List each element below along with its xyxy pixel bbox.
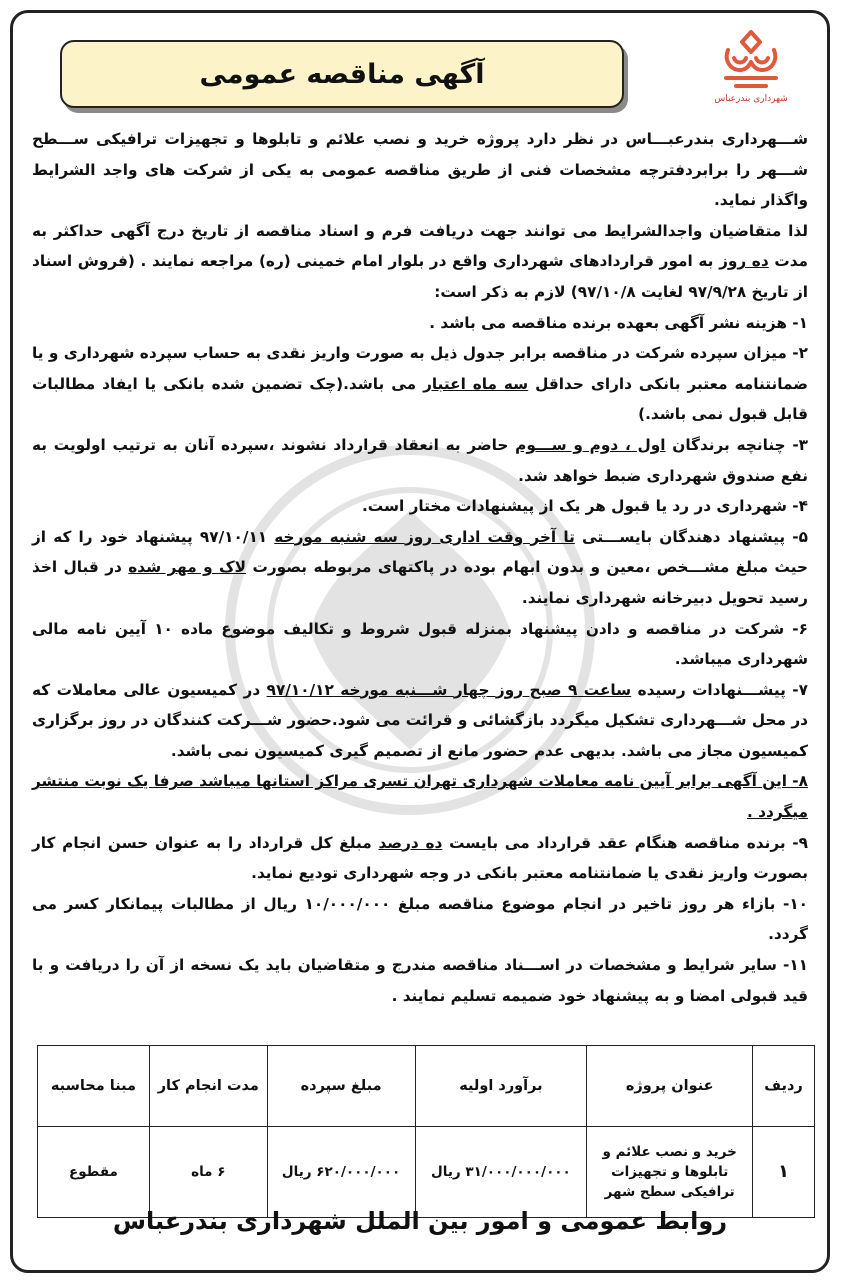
cell-deposit-amount: ۶۲۰/۰۰۰/۰۰۰ ریال [267, 1127, 415, 1218]
item-7-part-b: در کمیسیون عالی معاملات که در محل شـــهرداری تشکیل میگردد بازگشائی و قرائت می شود.حضور شـــرکت کنندگان در روز برگزاری کمیسیون مجاز می باشد. بدیهی عدم حضور مانع از تصمیم گیری کمیسیون نمی باشد. [32, 680, 808, 760]
header-duration: مدت انجام کار [149, 1046, 267, 1127]
item-9 [32, 828, 808, 889]
item-2-part-a: ۲- میزان سپرده شرکت در مناقصه برابر جدول ذیل به صورت واریز نقدی به حساب سپرده شهرداری و یا ضمانتنامه معتبر بانکی دارای حداقل [32, 344, 808, 393]
cell-duration: ۶ ماه [149, 1127, 267, 1218]
item-9-part-a: ۹- برنده مناقصه هنگام عقد قرارداد می بایست [442, 833, 809, 852]
item-7 [32, 675, 808, 767]
item-2-underlined: سه ماه اعتبار [423, 374, 529, 393]
item-5-underlined-1: تا آخر وقت اداری روز سه شنبه مورخه [274, 527, 575, 546]
item-5-part-a: ۵- پیشنهاد دهندگان بایســـتی [574, 527, 808, 546]
table-row [38, 1127, 815, 1218]
item-5-part-b: ۹۷/۱۰/۱۱ پیشنهاد خود را که از حیث مبلغ مشـــخص ،معین و بدون ابهام بوده در پاکتهای مربوطه بصورت [32, 527, 808, 577]
intro-p2-part-a: لذا متقاضیان واجدالشرایط می توانند جهت دریافت فرم و اسناد مناقصه از تاریخ درج آگهی حداکثر به مدت [32, 221, 809, 271]
title-text: آگهی مناقصه عمومی [199, 58, 485, 90]
item-9-underlined: ده درصد [378, 833, 443, 852]
intro-paragraph-1: شـــهرداری بندرعبـــاس در نظر دارد پروژه خرید و نصب علائم و تابلوها و تجهیزات ترافیکی ســـطح شـــهر را برابردفترچه مشخصات فنی از طریق مناقصه عمومی به یکی از شرکت های واجد الشرایط واگذار نماید. [32, 130, 808, 210]
header [38, 28, 818, 118]
item-6: ۶- شرکت در مناقصه و دادن پیشنهاد بمنزله قبول شروط و تکالیف موضوع ماده ۱۰ آیین نامه مالی شهرداری میباشد. [32, 619, 808, 669]
cell-calculation-basis: مقطوع [38, 1127, 150, 1218]
item-5 [32, 522, 808, 614]
item-2 [32, 338, 808, 430]
intro-p2-underlined: ده روز [719, 252, 769, 271]
logo-caption: شهرداری بندرعباس [714, 94, 788, 104]
item-3-part-b: حاضر به انعقاد قرارداد نشوند ،سپرده آنان به ترتیب اولویت به نفع صندوق شهرداری ضبط خواهد شد. [32, 435, 808, 485]
item-11: ۱۱- سایر شرایط و مشخصات در اســـناد مناقصه مندرج و متقاضیان باید یک نسخه از آن را دریافت و با قید قبولی امضا و به پیشنهاد خود ضمیمه تسلیم نمایند . [32, 956, 808, 1005]
item-4: ۴- شهرداری در رد یا قبول هر یک از پیشنهادات مختار است. [361, 497, 808, 516]
intro-p2-part-b: به امور قراردادهای شهرداری واقع در بلوار امام خمینی (ره) مراجعه نمایند . (فروش اسناد از تاریخ ۹۷/۹/۲۸ لغایت ۹۷/۱۰/۸) لازم به ذکر است: [32, 252, 808, 301]
item-7-underlined: ساعت ۹ صبح روز چهار شـــنبه مورخه ۹۷/۱۰/۱۲ [266, 680, 632, 699]
page-title [60, 40, 624, 108]
tender-table [37, 1045, 815, 1218]
item-3-underlined: اول ، دوم و ســـوم [515, 435, 666, 454]
item-5-part-c: در قبال اخذ رسید تحویل دبیرخانه شهرداری نمایند. [32, 558, 808, 607]
cell-initial-estimate: ۳۱/۰۰۰/۰۰۰/۰۰۰ ریال [415, 1127, 587, 1218]
item-9-part-b: مبلغ کل قرارداد را به عنوان حسن انجام کار بصورت واریز نقدی یا ضمانتنامه معتبر بانکی در وجه شهرداری تودیع نماید. [32, 833, 808, 883]
header-initial-estimate: برآورد اولیه [415, 1046, 587, 1127]
item-5-underlined-2: لاک و مهر شده [128, 558, 247, 577]
item-2-part-b: می باشد.(چک تضمین شده بانکی یا ایفاد مطالبات قابل قبول نمی باشد.) [32, 374, 808, 424]
municipality-emblem-icon [716, 28, 786, 92]
municipality-logo [710, 28, 792, 112]
item-3-part-a: ۳- چنانچه برندگان [665, 435, 809, 454]
header-deposit-amount: مبلغ سپرده [267, 1046, 415, 1127]
header-row-number: ردیف [753, 1046, 815, 1127]
item-8: ۸- این آگهی برابر آیین نامه معاملات شهرداری تهران تسری مراکز استانها میباشد صرفا یک نوبت منتشر میگردد . [32, 772, 808, 822]
cell-project-title: خرید و نصب علائم و تابلوها و تجهیزات ترافیکی سطح شهر [587, 1127, 753, 1218]
footer-signature: روابط عمومی و امور بین الملل شهرداری بندرعباس [112, 1207, 728, 1235]
item-1: ۱- هزینه نشر آگهی بعهده برنده مناقصه می باشد . [429, 313, 808, 332]
intro-paragraph-2 [32, 216, 808, 308]
announcement-body [32, 124, 808, 1011]
table-header-row [38, 1046, 815, 1127]
item-10: ۱۰- بازاء هر روز تاخیر در انجام موضوع مناقصه مبلغ ۱۰/۰۰۰/۰۰۰ ریال از مطالبات پیمانکار کسر می گردد. [32, 894, 808, 944]
header-project-title: عنوان پروژه [587, 1046, 753, 1127]
item-3 [32, 430, 808, 491]
header-calculation-basis: مبنا محاسبه [38, 1046, 150, 1127]
item-7-part-a: ۷- پیشـــنهادات رسیده [631, 680, 808, 699]
cell-row-number: ۱ [753, 1127, 815, 1218]
